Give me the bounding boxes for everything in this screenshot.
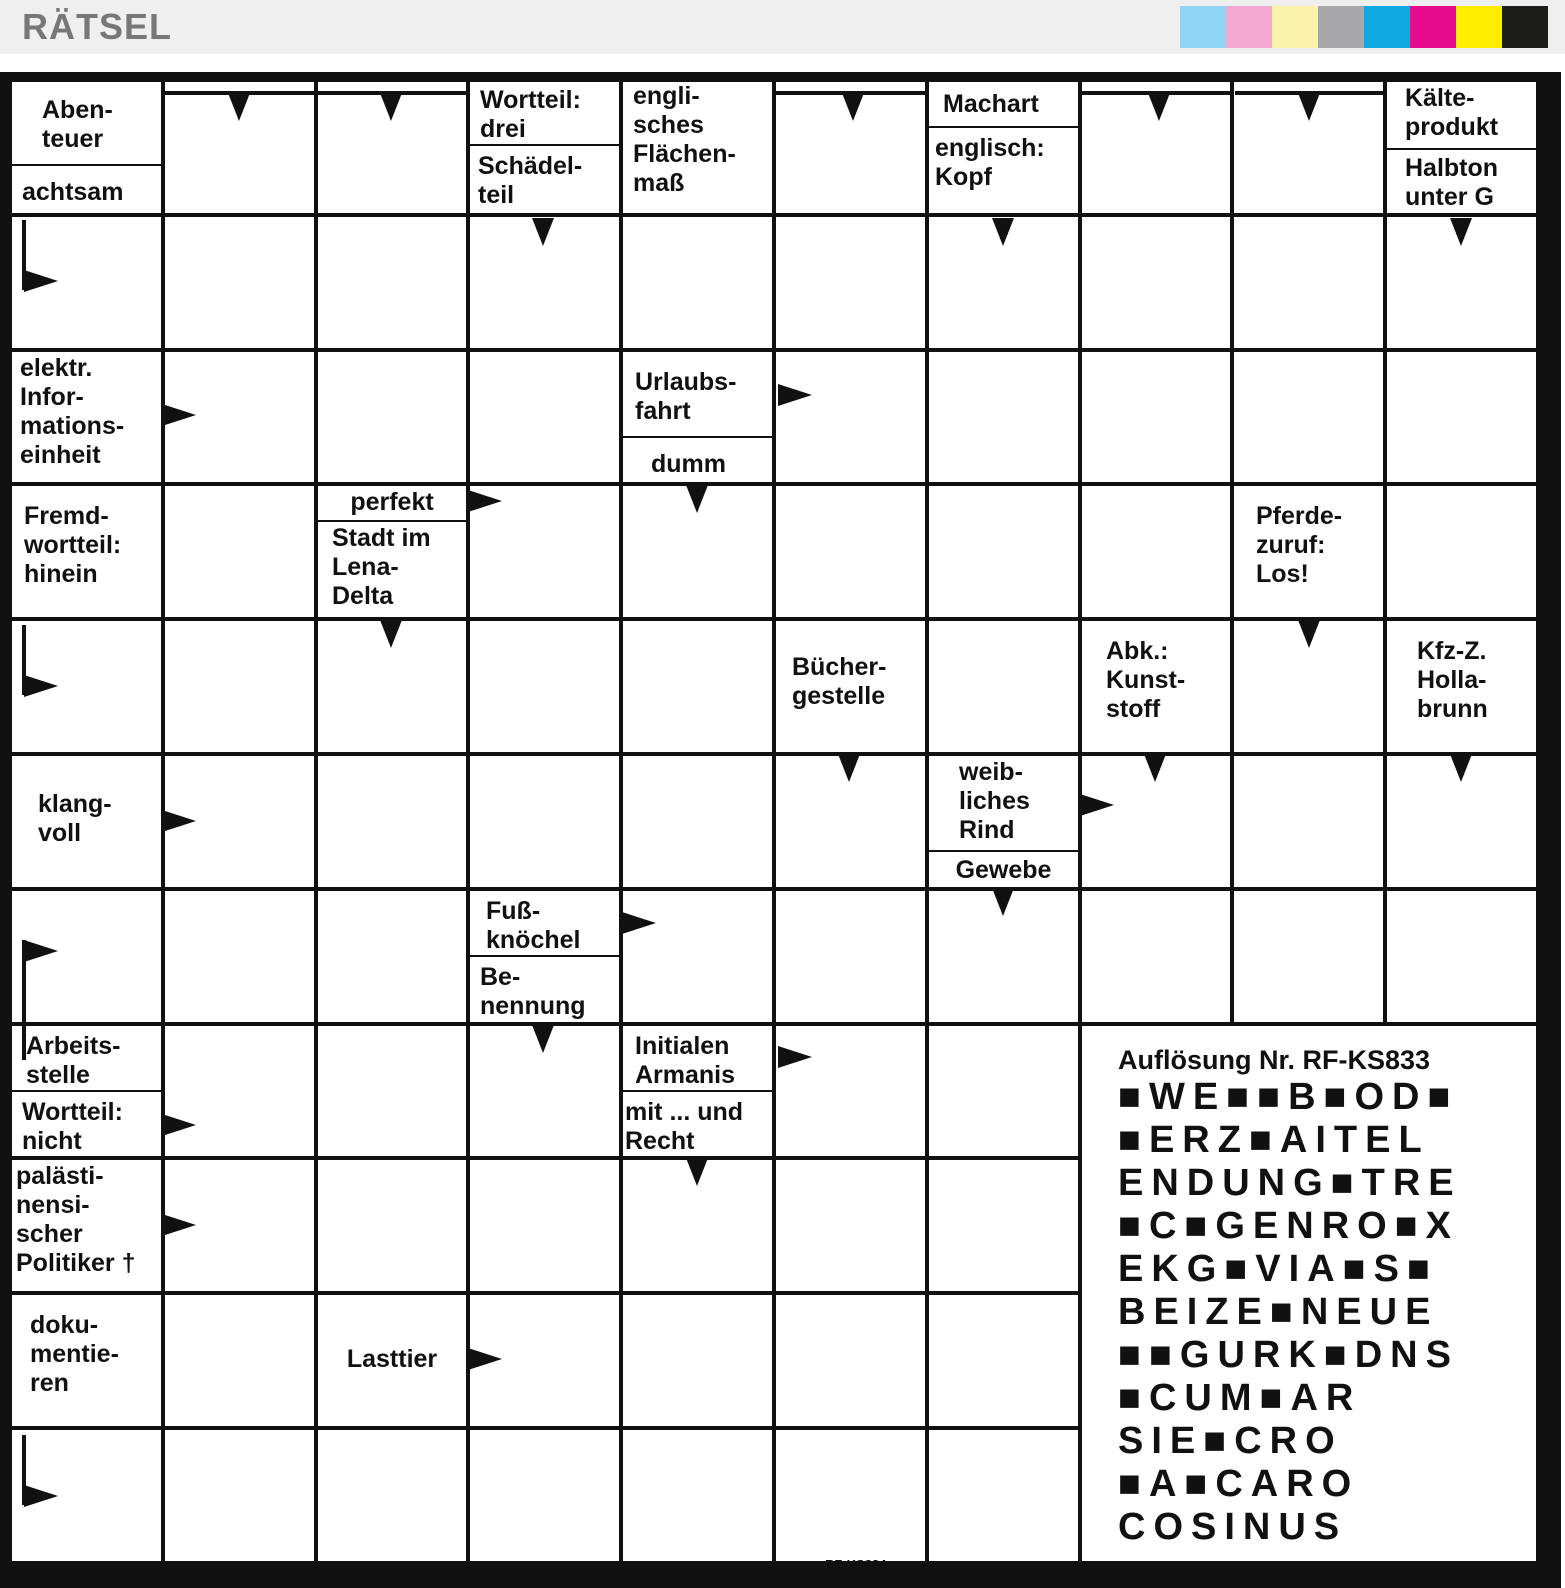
answer-cell[interactable] bbox=[623, 891, 772, 1022]
clue-cell bbox=[12, 756, 161, 887]
answer-cell[interactable] bbox=[776, 352, 925, 482]
arrow-down-icon bbox=[838, 754, 860, 782]
clue-cell bbox=[12, 1160, 161, 1291]
clue-text: Machart bbox=[929, 82, 1078, 128]
clue-text: weib- liches Rind bbox=[929, 756, 1078, 852]
answer-cell[interactable] bbox=[470, 1160, 619, 1291]
arrow-right-icon bbox=[24, 940, 58, 962]
color-swatch bbox=[1364, 6, 1410, 48]
arrow-right-icon bbox=[468, 1348, 502, 1370]
color-swatch bbox=[1410, 6, 1456, 48]
clue-cell bbox=[929, 82, 1078, 213]
color-swatch bbox=[1456, 6, 1502, 48]
clue-cell bbox=[1387, 621, 1536, 752]
arrow-down-icon bbox=[686, 1158, 708, 1186]
arrow-right-icon bbox=[162, 404, 196, 426]
solution-row: BEIZE■NEUE bbox=[1118, 1291, 1439, 1333]
solution-row: EKG■VIA■S■ bbox=[1118, 1248, 1438, 1290]
arrow-down-icon bbox=[380, 93, 402, 121]
answer-cell[interactable] bbox=[776, 1430, 925, 1561]
clue-text: englisch: Kopf bbox=[929, 128, 1078, 213]
answer-cell[interactable] bbox=[318, 756, 466, 887]
answer-cell[interactable] bbox=[1234, 891, 1383, 1022]
answer-cell[interactable] bbox=[623, 217, 772, 348]
answer-cell[interactable] bbox=[623, 1430, 772, 1561]
answer-cell[interactable] bbox=[1082, 891, 1230, 1022]
arrow-down-icon bbox=[1450, 754, 1472, 782]
clue-text: Abk.: Kunst- stoff bbox=[1082, 621, 1230, 752]
answer-cell[interactable] bbox=[623, 621, 772, 752]
solution-row: ■C■GENRO■X bbox=[1118, 1205, 1459, 1247]
answer-cell[interactable] bbox=[318, 891, 466, 1022]
clue-text: Kfz-Z. Holla- brunn bbox=[1387, 621, 1536, 752]
solution-row: COSINUS bbox=[1118, 1506, 1348, 1548]
answer-cell[interactable] bbox=[165, 217, 314, 348]
arrow-right-icon bbox=[468, 490, 502, 512]
clue-cell bbox=[318, 486, 466, 617]
arrow-down-icon bbox=[1450, 218, 1472, 246]
clue-text: Fremd- wortteil: hinein bbox=[12, 486, 161, 617]
clue-text: mit ... und Recht bbox=[623, 1092, 772, 1156]
clue-cell bbox=[929, 756, 1078, 887]
arrow-right-icon bbox=[162, 1214, 196, 1236]
color-swatch bbox=[1272, 6, 1318, 48]
page-title: RÄTSEL bbox=[22, 6, 172, 47]
answer-cell[interactable] bbox=[776, 891, 925, 1022]
answer-cell[interactable] bbox=[776, 486, 925, 617]
solution-row: ■CUM■AR bbox=[1118, 1377, 1362, 1419]
clue-text: Stadt im Lena- Delta bbox=[318, 522, 466, 617]
answer-cell[interactable] bbox=[470, 352, 619, 482]
answer-cell[interactable] bbox=[623, 1295, 772, 1426]
answer-cell[interactable] bbox=[929, 1295, 1078, 1426]
answer-cell[interactable] bbox=[776, 217, 925, 348]
solution-row: ■■GURK■DNS bbox=[1118, 1334, 1459, 1376]
arrow-down-icon bbox=[1298, 93, 1320, 121]
arrow-down-icon bbox=[686, 485, 708, 513]
answer-cell[interactable] bbox=[318, 1026, 466, 1156]
arrow-right-icon bbox=[778, 1046, 812, 1068]
clue-text: Fuß- knöchel bbox=[470, 891, 619, 957]
answer-cell[interactable] bbox=[318, 1430, 466, 1561]
clue-cell bbox=[470, 82, 619, 213]
clue-text: Wortteil: nicht bbox=[12, 1092, 161, 1156]
clue-text: Gewebe bbox=[929, 852, 1078, 887]
answer-cell[interactable] bbox=[776, 1295, 925, 1426]
clue-text: engli- sches Flächen- maß bbox=[623, 82, 772, 213]
answer-cell[interactable] bbox=[929, 352, 1078, 482]
answer-cell[interactable] bbox=[165, 891, 314, 1022]
clue-text: elektr. Infor- mations- einheit bbox=[12, 352, 161, 482]
clue-text: Pferde- zuruf: Los! bbox=[1234, 486, 1383, 617]
answer-cell[interactable] bbox=[929, 486, 1078, 617]
answer-cell[interactable] bbox=[165, 486, 314, 617]
arrow-down-icon bbox=[1298, 620, 1320, 648]
clue-text: doku- mentie- ren bbox=[12, 1295, 161, 1426]
clue-cell bbox=[1234, 486, 1383, 617]
answer-cell[interactable] bbox=[929, 1160, 1078, 1291]
clue-cell bbox=[470, 891, 619, 1022]
clue-text: Halbton unter G bbox=[1387, 150, 1536, 213]
clue-cell bbox=[318, 1295, 466, 1426]
solution-row: ■WE■■B■OD■ bbox=[1118, 1076, 1459, 1118]
color-swatch bbox=[1226, 6, 1272, 48]
clue-text: Lasttier bbox=[318, 1295, 466, 1426]
color-swatch bbox=[1180, 6, 1226, 48]
solution-row: ENDUNG■TRE bbox=[1118, 1162, 1462, 1204]
answer-cell[interactable] bbox=[165, 621, 314, 752]
clue-cell bbox=[623, 1026, 772, 1156]
answer-cell[interactable] bbox=[929, 621, 1078, 752]
arrow-down-icon bbox=[842, 93, 864, 121]
arrow-right-icon bbox=[162, 810, 196, 832]
clue-cell bbox=[12, 1026, 161, 1156]
answer-cell[interactable] bbox=[165, 1430, 314, 1561]
answer-cell[interactable] bbox=[1234, 352, 1383, 482]
clue-cell bbox=[12, 1295, 161, 1426]
arrow-down-icon bbox=[380, 620, 402, 648]
clue-cell bbox=[1387, 82, 1536, 213]
clue-text: Wortteil: drei bbox=[470, 82, 619, 146]
arrow-down-icon bbox=[992, 888, 1014, 916]
answer-cell[interactable] bbox=[776, 1160, 925, 1291]
arrow-right-icon bbox=[162, 1114, 196, 1136]
clue-text: Initialen Armanis bbox=[623, 1026, 772, 1092]
header-bar bbox=[0, 0, 1565, 54]
arrow-right-icon bbox=[24, 270, 58, 292]
clue-text: dumm bbox=[623, 438, 772, 482]
clue-cell bbox=[623, 352, 772, 482]
arrow-down-icon bbox=[1144, 754, 1166, 782]
clue-text: Aben- teuer bbox=[12, 82, 161, 166]
answer-cell[interactable] bbox=[470, 621, 619, 752]
answer-cell[interactable] bbox=[1082, 217, 1230, 348]
arrow-down-icon bbox=[1148, 93, 1170, 121]
color-swatch bbox=[1502, 6, 1548, 48]
clue-text: Bücher- gestelle bbox=[776, 621, 925, 752]
clue-cell bbox=[12, 82, 161, 213]
clue-cell bbox=[12, 486, 161, 617]
arrow-right-icon bbox=[778, 384, 812, 406]
arrow-down-icon bbox=[992, 218, 1014, 246]
answer-cell[interactable] bbox=[1387, 891, 1536, 1022]
arrow-right-icon bbox=[24, 1485, 58, 1507]
arrow-right-icon bbox=[622, 912, 656, 934]
answer-cell[interactable] bbox=[1387, 486, 1536, 617]
clue-text: Arbeits- stelle bbox=[12, 1026, 161, 1092]
solution-row: ■A■CARO bbox=[1118, 1463, 1360, 1505]
clue-text: achtsam bbox=[12, 166, 161, 213]
solution-row: SIE■CRO bbox=[1118, 1420, 1343, 1462]
answer-cell[interactable] bbox=[623, 756, 772, 887]
clue-cell bbox=[776, 621, 925, 752]
clue-text: perfekt bbox=[318, 486, 466, 522]
answer-cell[interactable] bbox=[1234, 756, 1383, 887]
clue-cell bbox=[623, 82, 772, 213]
color-calibration-strip bbox=[1180, 6, 1548, 48]
answer-cell[interactable] bbox=[165, 1295, 314, 1426]
answer-cell[interactable] bbox=[1082, 352, 1230, 482]
answer-cell[interactable] bbox=[318, 352, 466, 482]
solution-row: ■ERZ■AITEL bbox=[1118, 1119, 1430, 1161]
answer-cell[interactable] bbox=[165, 1026, 314, 1156]
arrow-down-icon bbox=[532, 218, 554, 246]
color-swatch bbox=[1318, 6, 1364, 48]
answer-cell[interactable] bbox=[318, 217, 466, 348]
answer-cell[interactable] bbox=[318, 1160, 466, 1291]
arrow-down-icon bbox=[228, 93, 250, 121]
answer-cell[interactable] bbox=[1387, 352, 1536, 482]
arrow-right-icon bbox=[24, 675, 58, 697]
answer-cell[interactable] bbox=[929, 1430, 1078, 1561]
puzzle-code: RF-KS834 bbox=[825, 1557, 887, 1572]
answer-cell[interactable] bbox=[470, 756, 619, 887]
clue-text: palästi- nensi- scher Politiker † bbox=[12, 1160, 161, 1291]
clue-text: Schädel- teil bbox=[470, 146, 619, 213]
answer-cell[interactable] bbox=[1234, 217, 1383, 348]
clue-cell bbox=[12, 352, 161, 482]
clue-text: Be- nennung bbox=[470, 957, 619, 1022]
arrow-down-icon bbox=[532, 1025, 554, 1053]
answer-cell[interactable] bbox=[929, 1026, 1078, 1156]
clue-cell bbox=[1082, 621, 1230, 752]
clue-text: klang- voll bbox=[12, 756, 161, 887]
answer-cell[interactable] bbox=[1082, 486, 1230, 617]
clue-text: Urlaubs- fahrt bbox=[623, 352, 772, 438]
arrow-right-icon bbox=[1080, 794, 1114, 816]
solution-title: Auflösung Nr. RF-KS833 bbox=[1118, 1045, 1431, 1075]
clue-text: Kälte- produkt bbox=[1387, 82, 1536, 150]
answer-cell[interactable] bbox=[470, 1430, 619, 1561]
